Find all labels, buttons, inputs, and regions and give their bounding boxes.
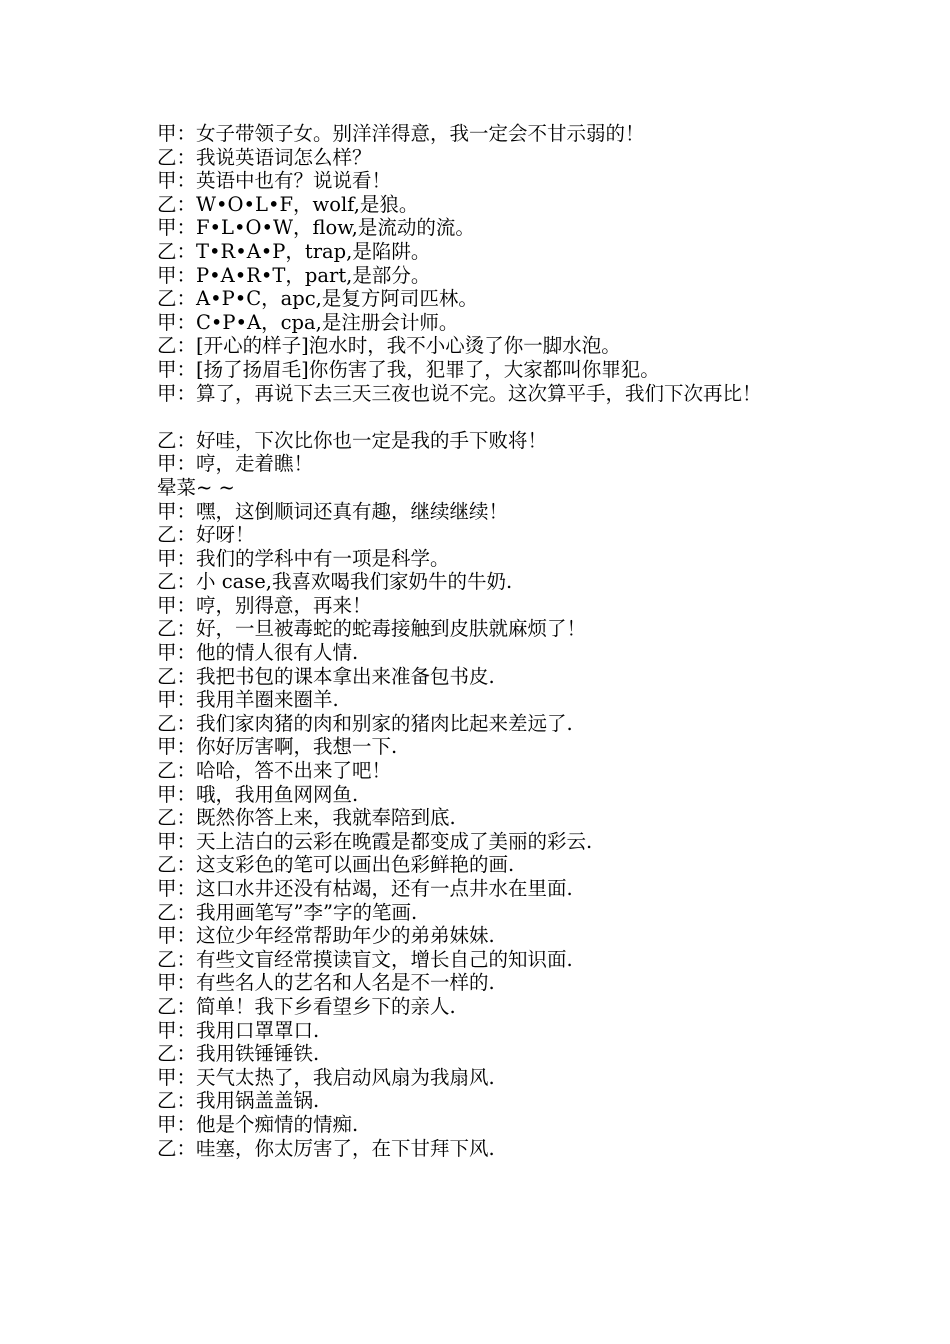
dialogue-line: 甲：这口水井还没有枯竭，还有一点井水在里面. (157, 877, 573, 900)
dialogue-line: 甲：P•A•R•T，part,是部分。 (157, 263, 431, 287)
dialogue-line: 乙：[开心的样子]泡水时，我不小心烫了你一脚水泡。 (157, 334, 621, 358)
dialogue-line: 甲：女子带领子女。别洋洋得意，我一定会不甘示弱的！ (157, 122, 645, 145)
dialogue-line: 甲：你好厉害啊，我想一下. (157, 735, 398, 759)
dialogue-line: 乙：T•R•A•P，trap,是陷阱。 (157, 239, 431, 263)
dialogue-line: 乙：好，一旦被毒蛇的蛇毒接触到皮肤就麻烦了！ (157, 617, 587, 641)
dialogue-line: 乙：这支彩色的笔可以画出色彩鲜艳的画. (157, 853, 515, 877)
dialogue-line: 乙：我用画笔写”李”字的笔画. (157, 900, 418, 924)
dialogue-line: 甲：嘿，这倒顺词还真有趣，继续继续！ (157, 499, 509, 523)
dialogue-line: 乙：哈哈，答不出来了吧！ (157, 759, 392, 783)
dialogue-line: 甲：他的情人很有人情. (157, 641, 359, 665)
dialogue-line: 甲：有些名人的艺名和人名是不一样的. (157, 971, 495, 995)
dialogue-line: 甲：这位少年经常帮助年少的弟弟妹妹. (157, 924, 495, 948)
dialogue-line: 甲：我们的学科中有一项是科学。 (157, 546, 450, 570)
dialogue-line: 甲：算了，再说下去三天三夜也说不完。这次算平手，我们下次再比！ (157, 381, 762, 405)
dialogue-line: 乙：既然你答上来，我就奉陪到底. (157, 806, 456, 830)
dialogue-line: 甲：哦，我用鱼网网鱼. (157, 782, 359, 806)
dialogue-line: 甲：[扬了扬眉毛]你伤害了我，犯罪了，大家都叫你罪犯。 (157, 357, 660, 381)
dialogue-line: 甲：C•P•A，cpa,是注册会计师。 (157, 310, 459, 334)
dialogue-line: 乙：好哇，下次比你也一定是我的手下败将！ (157, 428, 548, 452)
dialogue-line: 乙：我们家肉猪的肉和别家的猪肉比起来差远了. (157, 711, 573, 735)
dialogue-line: 甲：天气太热了，我启动风扇为我扇风. (157, 1065, 495, 1089)
dialogue-line: 乙：我说英语词怎么样？ (157, 145, 372, 169)
dialogue-line: 乙：我用锅盖盖锅. (157, 1089, 320, 1113)
dialogue-line: 甲：哼，别得意，再来！ (157, 593, 372, 617)
dialogue-line: 甲：我用羊圈来圈羊. (157, 688, 339, 712)
dialogue-line: 乙：哇塞，你太厉害了，在下甘拜下风. (157, 1136, 495, 1160)
dialogue-text (157, 122, 857, 1160)
dialogue-line: 甲：天上洁白的云彩在晚霞是都变成了美丽的彩云. (157, 829, 593, 853)
dialogue-line: 乙：有些文盲经常摸读盲文，增长自己的知识面. (157, 947, 573, 971)
dialogue-line: 乙：W•O•L•F，wolf,是狼。 (157, 192, 419, 216)
dialogue-line: 甲：他是个痴情的情痴. (157, 1112, 359, 1136)
dialogue-line: 甲：英语中也有？说说看！ (157, 169, 392, 193)
dialogue-line: 乙：我用铁锤锤铁. (157, 1042, 320, 1066)
dialogue-line: 乙：好呀！ (157, 523, 255, 547)
dialogue-line: 甲：哼，走着瞧！ (157, 452, 314, 476)
dialogue-line: 乙：小 case,我喜欢喝我们家奶牛的牛奶. (157, 570, 513, 594)
dialogue-line: 乙：A•P•C，apc,是复方阿司匹林。 (157, 287, 478, 311)
dialogue-line: 乙：简单！我下乡看望乡下的亲人. (157, 994, 456, 1018)
section-heading: 晕菜~ ~ (157, 475, 235, 499)
dialogue-line: 甲：F•L•O•W，flow,是流动的流。 (157, 216, 475, 240)
dialogue-line: 甲：我用口罩罩口. (157, 1018, 320, 1042)
dialogue-line: 乙：我把书包的课本拿出来准备包书皮. (157, 664, 495, 688)
